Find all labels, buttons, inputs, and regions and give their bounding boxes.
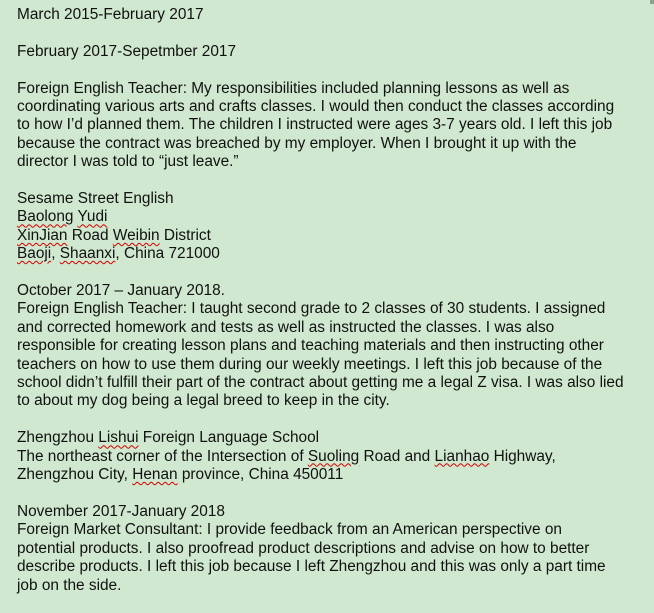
employer1-address-line-1 — [17, 208, 647, 226]
job1-description-line: coordinating various arts and crafts classes. I would then conduct the classes according — [17, 98, 615, 115]
address-text: Zhengzhou City, — [17, 466, 133, 484]
misspelled-word: Shaanxi — [59, 245, 116, 263]
date-range-1: March 2015-February 2017 — [17, 6, 204, 23]
employer1-name: Sesame Street English — [17, 190, 174, 208]
misspelled-word: Baolong — [17, 208, 74, 226]
job1-description — [17, 80, 647, 172]
employer1-address-line-3 — [17, 245, 647, 263]
job1-description-line: director I was told to “just leave.” — [17, 153, 239, 171]
address-text: , China 721000 — [115, 245, 220, 263]
job3-description-line: describe products. I left this job because I left Zhengzhou and this was only a part time — [17, 558, 606, 576]
employer2-address-line-1 — [17, 448, 647, 466]
job2-block — [17, 282, 647, 411]
date-range-4: November 2017-January 2018 — [17, 502, 225, 520]
job1-description-line: Foreign English Teacher: My responsibilities included planning lessons as well as — [17, 79, 570, 97]
misspelled-word: Yudi — [77, 208, 108, 226]
job3-description-line: potential products. I also proofread product descriptions and advise on how to better — [17, 539, 590, 557]
address-text: Highway, — [489, 447, 556, 465]
address-text: province, China 450011 — [177, 466, 344, 484]
employer2-name-end: Foreign Language School — [138, 429, 320, 447]
misspelled-word: Henan — [132, 466, 178, 484]
employer2-block — [17, 429, 647, 484]
employer1-address-line-2 — [17, 227, 647, 245]
job2-description-line: Foreign English Teacher: I taught second grade to 2 classes of 30 students. I assigned — [17, 300, 606, 318]
misspelled-word: Weibin — [112, 226, 160, 244]
address-text: Road — [67, 226, 113, 244]
job2-description-line: responsible for creating lesson plans and teaching materials and then instructing other — [17, 337, 604, 355]
address-text: District — [159, 226, 211, 244]
resume-document — [17, 6, 647, 613]
job3-description-line: job on the side. — [17, 576, 122, 594]
misspelled-word: Baoji — [17, 245, 52, 263]
misspelled-word: XinJian — [17, 226, 68, 244]
job2-description-line: teachers on how to use them during our weekly meetings. I left this job because of the — [17, 355, 603, 373]
job2-description-line: and corrected homework and tests as well as instructed the classes. I was also — [17, 318, 555, 336]
job1-description-line: because the contract was breached by my employer. When I brought it up with the — [17, 134, 577, 152]
job3-description-line: Foreign Market Consultant: I provide feedback from an American perspective on — [17, 521, 562, 539]
employer2-name-start: Zhengzhou — [17, 429, 99, 447]
misspelled-word: Lishui — [98, 429, 139, 447]
job1-description-line: to how I’d planned them. The children I instructed were ages 3-7 years old. I left this job — [17, 116, 613, 134]
corner-mark — [650, 0, 654, 4]
misspelled-word: Lianhao — [434, 447, 490, 465]
job3-block — [17, 503, 647, 595]
job2-description-line: to about my dog being a legal breed to keep in the city. — [17, 392, 390, 410]
address-text: Road and — [359, 447, 435, 465]
employer1-block — [17, 190, 647, 264]
employer2-name — [17, 429, 647, 447]
date-range-2: February 2017-Sepetmber 2017 — [17, 42, 237, 60]
address-text: , — [51, 245, 60, 263]
misspelled-word: Suoling — [307, 447, 360, 465]
job2-description-line: school didn’t fulfill their part of the contract about getting me a legal Z visa. I was also lied — [17, 374, 624, 392]
address-text: The northeast corner of the Intersection of — [17, 447, 308, 465]
date-range-3: October 2017 – January 2018. — [17, 282, 225, 300]
employer2-address-line-2 — [17, 466, 647, 484]
